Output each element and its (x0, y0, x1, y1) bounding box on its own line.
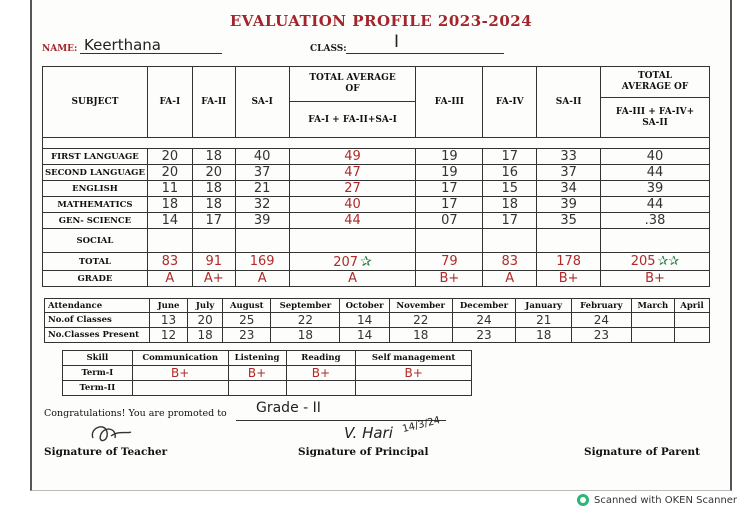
mark-cell: 17 (483, 149, 537, 165)
term1-label: Term-I (63, 366, 133, 381)
mark-cell: 35 (537, 213, 601, 229)
table-row (43, 165, 710, 181)
mark-cell: 20 (192, 165, 235, 181)
present-cell: 23 (452, 328, 516, 343)
month-header: September (271, 299, 340, 313)
mark-cell (416, 229, 483, 253)
mark-cell: 44 (289, 213, 416, 229)
month-header: April (674, 299, 709, 313)
mark-cell: 18 (192, 149, 235, 165)
skill-label: Skill (63, 351, 133, 366)
promotion-text: Congratulations! You are promoted to (44, 408, 227, 419)
classes-cell: 21 (516, 313, 572, 328)
total-cell: 83 (147, 253, 192, 271)
mark-cell: 40 (289, 197, 416, 213)
mark-cell: 49 (289, 149, 416, 165)
principal-signature-mark: V. Hari (344, 424, 393, 442)
mark-cell: 20 (147, 165, 192, 181)
class-underline (346, 53, 504, 54)
total-cell: 178 (537, 253, 601, 271)
skill-cell (286, 381, 356, 396)
table-row (43, 197, 710, 213)
total-label: TOTAL (43, 253, 148, 271)
skill-header: Self management (356, 351, 472, 366)
name-underline (80, 53, 222, 54)
present-cell: 18 (188, 328, 223, 343)
classes-cell (631, 313, 674, 328)
star-mark-icon: ✰ (360, 253, 372, 270)
fa1-header: FA-I (147, 67, 192, 138)
present-label: No.Classes Present (45, 328, 150, 343)
present-cell: 18 (271, 328, 340, 343)
present-cell: 14 (340, 328, 389, 343)
mark-cell (235, 229, 289, 253)
mark-cell: 18 (192, 197, 235, 213)
mark-cell: 44 (601, 165, 710, 181)
table-row (43, 149, 710, 165)
student-class: I (394, 32, 400, 52)
month-header: December (452, 299, 516, 313)
attendance-header-row (45, 299, 710, 313)
attendance-table (44, 298, 710, 343)
subject-cell: ENGLISH (43, 181, 148, 197)
classes-cell: 22 (271, 313, 340, 328)
term1-row (63, 366, 472, 381)
grade-cell: A (235, 271, 289, 287)
classes-cell (674, 313, 709, 328)
teacher-signature-label: Signature of Teacher (44, 446, 168, 458)
parent-signature-label: Signature of Parent (584, 446, 700, 458)
grade-cell: A (289, 271, 416, 287)
total-cell: 83 (483, 253, 537, 271)
present-cell: 18 (516, 328, 572, 343)
month-header: February (572, 299, 632, 313)
mark-cell (601, 229, 710, 253)
present-cell: 23 (223, 328, 271, 343)
teacher-signature-mark (87, 420, 137, 448)
mark-cell: 37 (235, 165, 289, 181)
scanner-watermark (577, 494, 737, 506)
attendance-label: Attendance (45, 299, 150, 313)
month-header: March (631, 299, 674, 313)
grade-cell: B+ (416, 271, 483, 287)
term2-label: Term-II (63, 381, 133, 396)
classes-cell: 13 (150, 313, 188, 328)
total-row (43, 253, 710, 271)
fa4-header: FA-IV (483, 67, 537, 138)
marks-table (42, 66, 710, 287)
mark-cell: 27 (289, 181, 416, 197)
mark-cell: 40 (601, 149, 710, 165)
mark-cell (289, 229, 416, 253)
mark-cell: 32 (235, 197, 289, 213)
table-row (43, 181, 710, 197)
month-header: August (223, 299, 271, 313)
table-row (43, 229, 710, 253)
mark-cell (147, 229, 192, 253)
mark-cell: 39 (537, 197, 601, 213)
mark-cell: 16 (483, 165, 537, 181)
mark-cell (483, 229, 537, 253)
skill-cell (132, 381, 228, 396)
subject-cell: FIRST LANGUAGE (43, 149, 148, 165)
star-mark-icon: ✰✰ (657, 254, 680, 269)
present-cell (674, 328, 709, 343)
total-cell: 169 (235, 253, 289, 271)
subject-cell: SOCIAL (43, 229, 148, 253)
mark-cell: 47 (289, 165, 416, 181)
class-label: CLASS: (310, 44, 347, 54)
present-row (45, 328, 710, 343)
subject-cell: GEN- SCIENCE (43, 213, 148, 229)
grade-row (43, 271, 710, 287)
month-header: November (389, 299, 452, 313)
subject-cell: SECOND LANGUAGE (43, 165, 148, 181)
mark-cell: 19 (416, 165, 483, 181)
total-cell (601, 253, 710, 271)
skills-header-row (63, 351, 472, 366)
mark-cell (192, 229, 235, 253)
skills-table (62, 350, 472, 396)
mark-cell: 39 (601, 181, 710, 197)
skill-cell: B+ (228, 366, 286, 381)
scanner-text: Scanned with OKEN Scanner (594, 494, 738, 506)
mark-cell: 34 (537, 181, 601, 197)
mark-cell: 18 (192, 181, 235, 197)
mark-cell: 14 (147, 213, 192, 229)
principal-signature-label: Signature of Principal (298, 446, 429, 458)
skill-cell: B+ (356, 366, 472, 381)
sa1-header: SA-I (235, 67, 289, 138)
scanner-logo-icon (577, 494, 589, 506)
mark-cell: 18 (147, 197, 192, 213)
present-cell: 12 (150, 328, 188, 343)
grade-cell: A (483, 271, 537, 287)
total-cell: 91 (192, 253, 235, 271)
principal-signature-date: 14/3/24 (401, 414, 442, 435)
classes-label: No.of Classes (45, 313, 150, 328)
grade-cell: A+ (192, 271, 235, 287)
total-value: 207 (333, 254, 359, 270)
mark-cell: 21 (235, 181, 289, 197)
name-label: NAME: (42, 44, 78, 54)
grade-label: GRADE (43, 271, 148, 287)
skill-cell: B+ (286, 366, 356, 381)
mark-cell (537, 229, 601, 253)
mark-cell: 17 (192, 213, 235, 229)
total1-header-top: TOTAL AVERAGE OF (290, 67, 416, 102)
grade-cell: B+ (601, 271, 710, 287)
subject-cell: MATHEMATICS (43, 197, 148, 213)
mark-cell: 40 (235, 149, 289, 165)
total-value: 205 (630, 254, 656, 269)
total2-header-bottom: FA-III + FA-IV+ SA-II (615, 106, 695, 128)
total-cell: 79 (416, 253, 483, 271)
table-row (43, 213, 710, 229)
skill-header: Reading (286, 351, 356, 366)
page-title: EVALUATION PROFILE 2023-2024 (229, 12, 533, 30)
mark-cell: 44 (601, 197, 710, 213)
classes-cell: 24 (572, 313, 632, 328)
mark-cell: 20 (147, 149, 192, 165)
classes-cell: 25 (223, 313, 271, 328)
mark-cell: 17 (416, 197, 483, 213)
mark-cell: 17 (416, 181, 483, 197)
total2-header-top: TOTAL AVERAGE OF (601, 67, 709, 98)
month-header: July (188, 299, 223, 313)
evaluation-sheet (30, 0, 732, 491)
header-spacer (43, 138, 710, 149)
skill-cell: B+ (132, 366, 228, 381)
classes-cell: 20 (188, 313, 223, 328)
present-cell (631, 328, 674, 343)
mark-cell: .38 (601, 213, 710, 229)
mark-cell: 33 (537, 149, 601, 165)
promotion-grade: Grade - II (256, 400, 321, 416)
subject-header: SUBJECT (43, 67, 148, 138)
present-cell: 18 (389, 328, 452, 343)
term2-row (63, 381, 472, 396)
skill-header: Communication (132, 351, 228, 366)
classes-cell: 14 (340, 313, 389, 328)
month-header: June (150, 299, 188, 313)
mark-cell: 11 (147, 181, 192, 197)
mark-cell: 17 (483, 213, 537, 229)
skill-cell (356, 381, 472, 396)
mark-cell: 39 (235, 213, 289, 229)
total1-header (289, 67, 416, 138)
total2-header (601, 67, 710, 138)
mark-cell: 07 (416, 213, 483, 229)
total1-header-bottom: FA-I + FA-II+SA-I (308, 114, 397, 125)
classes-cell: 22 (389, 313, 452, 328)
month-header: January (516, 299, 572, 313)
mark-cell: 18 (483, 197, 537, 213)
mark-cell: 37 (537, 165, 601, 181)
mark-cell: 19 (416, 149, 483, 165)
fa2-header: FA-II (192, 67, 235, 138)
classes-row (45, 313, 710, 328)
classes-cell: 24 (452, 313, 516, 328)
fa3-header: FA-III (416, 67, 483, 138)
month-header: October (340, 299, 389, 313)
skill-header: Listening (228, 351, 286, 366)
mark-cell: 15 (483, 181, 537, 197)
sa2-header: SA-II (537, 67, 601, 138)
total-cell (289, 253, 416, 271)
present-cell: 23 (572, 328, 632, 343)
student-name: Keerthana (84, 36, 161, 54)
grade-cell: B+ (537, 271, 601, 287)
grade-cell: A (147, 271, 192, 287)
skill-cell (228, 381, 286, 396)
